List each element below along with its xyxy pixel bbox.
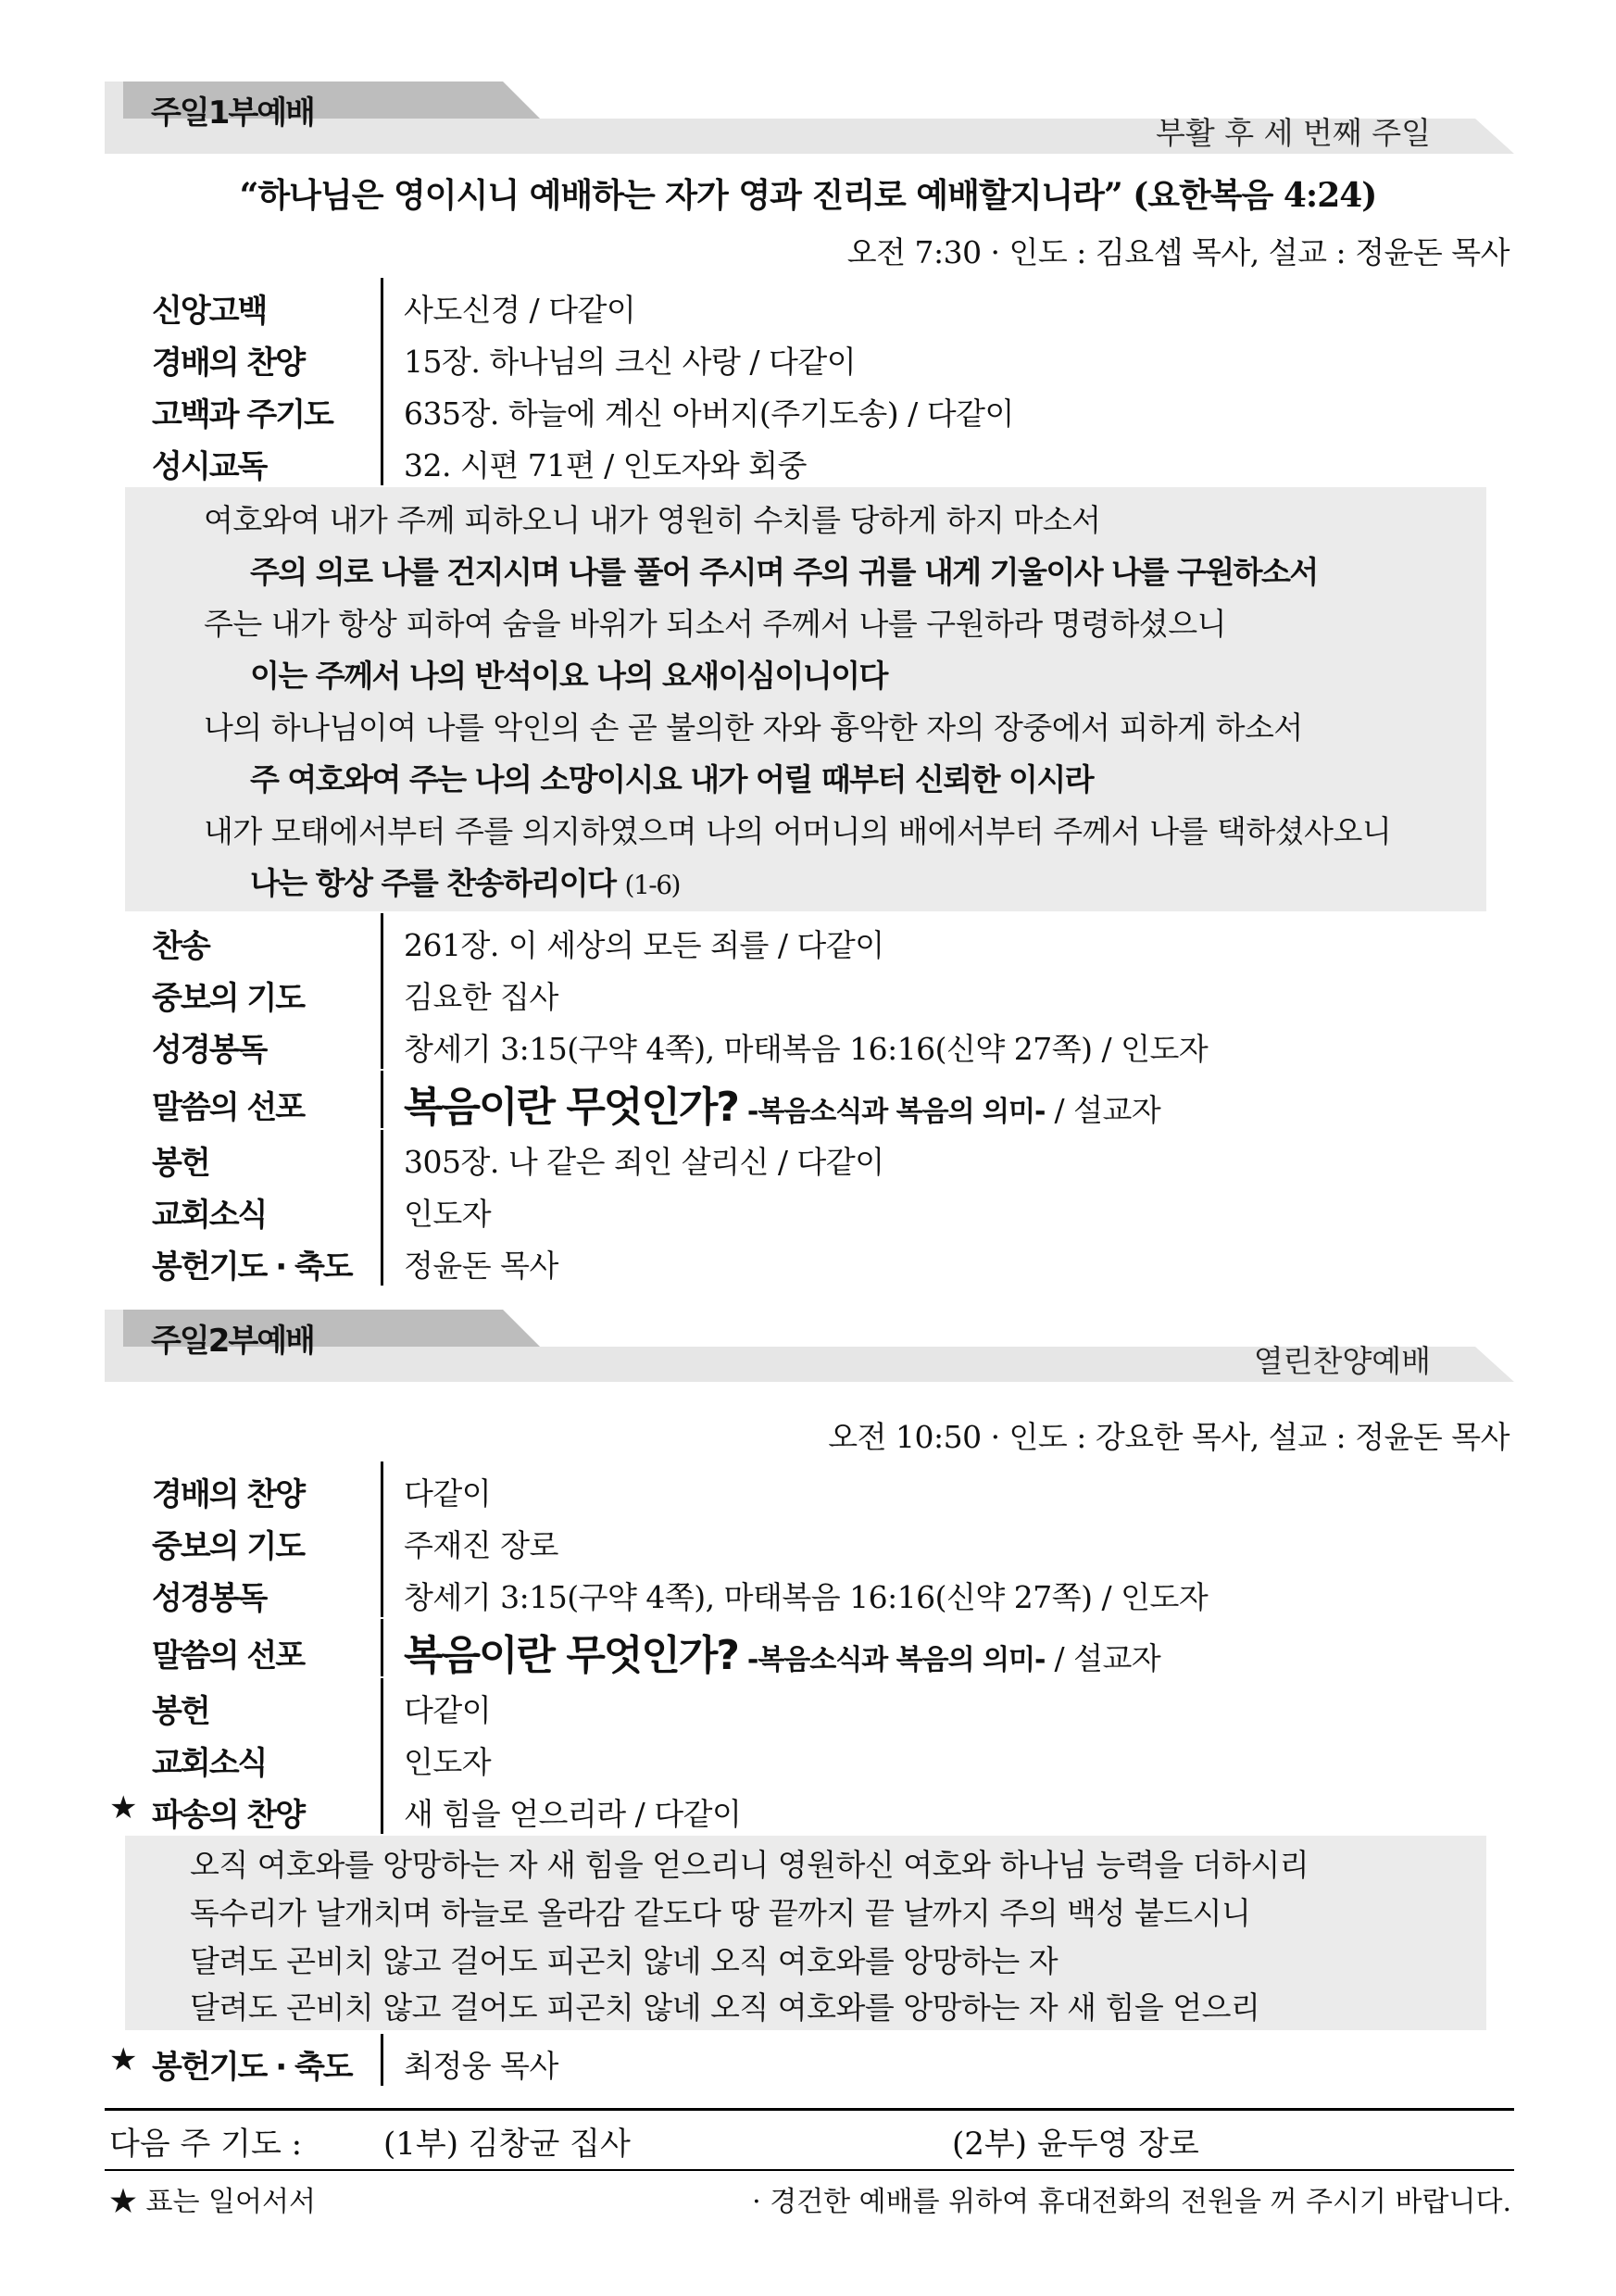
order-value: 최정웅 목사 <box>404 2048 558 2084</box>
divider <box>381 1071 383 1128</box>
order-label: 봉헌기도 · 축도 <box>152 2049 352 2086</box>
divider <box>381 2034 383 2086</box>
divider <box>381 1678 383 1730</box>
order-value: 정윤돈 목사 <box>404 1248 558 1284</box>
reading-line-leader: 주는 내가 항상 피하여 숨을 바위가 되소서 주께서 나를 구원하라 명령하셨으니 <box>204 606 1226 642</box>
standing-star-icon: ★ <box>109 1789 138 1826</box>
order-label: 봉헌 <box>152 1693 209 1730</box>
benediction-row <box>0 2034 1616 2086</box>
sermon-title: 복음이란 무엇인가? <box>404 1084 738 1131</box>
divider <box>381 382 383 433</box>
sermon-value <box>404 1622 1160 1681</box>
divider <box>381 1234 383 1286</box>
divider <box>381 1565 383 1617</box>
order-row <box>0 913 1616 965</box>
sermon-value <box>404 1073 1160 1133</box>
service1-sunday: 부활 후 세 번째 주일 <box>1156 115 1431 151</box>
divider <box>381 1730 383 1782</box>
sending-row <box>0 1782 1616 1834</box>
service2-title: 주일2부예배 <box>151 1323 314 1360</box>
order-row <box>0 1462 1616 1513</box>
order-label: 신앙고백 <box>152 293 267 330</box>
divider <box>381 1182 383 1234</box>
standing-note: ★ 표는 일어서서 <box>109 2186 316 2218</box>
service2-subtitle: 열린찬양예배 <box>1253 1343 1431 1379</box>
order-label: 중보의 기도 <box>152 1528 305 1565</box>
order-label: 말씀의 선포 <box>152 1089 305 1126</box>
order-value: 창세기 3:15(구약 4쪽), 마태복음 16:16(신약 27쪽) / 인도자 <box>404 1031 1209 1067</box>
theme-verse: “하나님은 영이시니 예배하는 자가 영과 진리로 예배할지니라” (요한복음 4:24) <box>239 176 1377 215</box>
order-label: 고백과 주기도 <box>152 396 332 433</box>
order-row <box>0 278 1616 330</box>
lyric-line: 오직 여호와를 앙망하는 자 새 힘을 얻으리니 영원하신 여호와 하나님 능력을 더하시리 <box>190 1847 1309 1883</box>
reading-line-leader: 내가 모태에서부터 주를 의지하였으며 나의 어머니의 배에서부터 주께서 나를 택하셨사오니 <box>204 813 1392 849</box>
order-value: 새 힘을 얻으리라 / 다같이 <box>404 1796 742 1832</box>
order-label: 경배의 찬양 <box>152 1476 305 1513</box>
divider <box>381 1130 383 1182</box>
order-row <box>0 433 1616 485</box>
reading-line-leader: 여호와여 내가 주께 피하오니 내가 영원히 수치를 당하게 하지 마소서 <box>204 502 1101 538</box>
sermon-title: 복음이란 무엇인가? <box>404 1632 738 1679</box>
lyric-line: 달려도 곤비치 않고 걸어도 피곤치 않네 오직 여호와를 앙망하는 자 <box>190 1943 1059 1979</box>
order-row <box>0 1730 1616 1782</box>
reading-line-congregation: 이는 주께서 나의 반석이요 나의 요새이심이니이다 <box>250 658 887 694</box>
divider <box>381 1619 383 1676</box>
next-prayer-second: (2부) 윤두영 장로 <box>952 2126 1199 2163</box>
reading-line-congregation: 주의 의로 나를 건지시며 나를 풀어 주시며 주의 귀를 내게 기울이사 나를 구원하소서 <box>250 554 1318 590</box>
divider <box>381 1017 383 1069</box>
order-value: 사도신경 / 다같이 <box>404 292 636 328</box>
order-label: 교회소식 <box>152 1197 267 1234</box>
sermon-subtitle: -복음소식과 복음의 의미- <box>746 1644 1046 1676</box>
order-label: 봉헌 <box>152 1145 209 1182</box>
order-row <box>0 1130 1616 1182</box>
order-label: 파송의 찬양 <box>152 1797 305 1834</box>
next-prayer-label: 다음 주 기도 : <box>109 2126 303 2163</box>
footer-bottom-rule <box>105 2169 1514 2171</box>
order-value: 32. 시편 71편 / 인도자와 회중 <box>404 447 807 483</box>
order-label: 성시교독 <box>152 448 267 485</box>
divider <box>381 913 383 965</box>
order-label: 성경봉독 <box>152 1580 267 1617</box>
responsive-reading <box>125 487 1486 911</box>
order-value: 인도자 <box>404 1744 492 1780</box>
sermon-preacher: / 설교자 <box>1054 1640 1161 1676</box>
sermon-row <box>0 1619 1616 1679</box>
divider <box>381 278 383 330</box>
reading-line-congregation <box>250 859 680 903</box>
divider <box>381 433 383 485</box>
order-value: 635장. 하늘에 계신 아버지(주기도송) / 다같이 <box>404 395 1014 432</box>
divider <box>381 1513 383 1565</box>
order-value: 15장. 하나님의 크신 사랑 / 다같이 <box>404 344 857 380</box>
reading-line-leader: 나의 하나님이여 나를 악인의 손 곧 불의한 자와 흉악한 자의 장중에서 피하게 하소서 <box>204 709 1303 746</box>
lyric-line: 달려도 곤비치 않고 걸어도 피곤치 않네 오직 여호와를 앙망하는 자 새 힘을 얻으리 <box>190 1989 1260 2026</box>
order-label: 찬송 <box>152 928 209 965</box>
service1-info: 오전 7:30 · 인도 : 김요셉 목사, 설교 : 정윤돈 목사 <box>846 234 1510 270</box>
order-value: 다같이 <box>404 1475 492 1512</box>
lyric-line: 독수리가 날개치며 하늘로 올라감 같도다 땅 끝까지 끝 날까지 주의 백성 붙드시니 <box>190 1895 1251 1931</box>
phone-note: · 경건한 예배를 위하여 휴대전화의 전원을 꺼 주시기 바랍니다. <box>752 2186 1511 2218</box>
divider <box>381 1782 383 1834</box>
reading-reference: (1-6) <box>624 870 680 900</box>
order-value: 창세기 3:15(구약 4쪽), 마태복음 16:16(신약 27쪽) / 인도자 <box>404 1579 1209 1615</box>
order-value: 다같이 <box>404 1692 492 1728</box>
order-row <box>0 1017 1616 1069</box>
divider <box>381 965 383 1017</box>
service2-banner <box>105 1310 1514 1382</box>
order-label: 중보의 기도 <box>152 980 305 1017</box>
service1-title: 주일1부예배 <box>151 94 314 132</box>
song-lyrics <box>125 1836 1486 2030</box>
order-label: 경배의 찬양 <box>152 345 305 382</box>
order-row <box>0 1565 1616 1617</box>
order-value: 주재진 장로 <box>404 1527 558 1563</box>
divider <box>381 330 383 382</box>
sermon-preacher: / 설교자 <box>1054 1092 1161 1128</box>
service2-info: 오전 10:50 · 인도 : 강요한 목사, 설교 : 정윤돈 목사 <box>828 1419 1510 1455</box>
order-row <box>0 330 1616 382</box>
order-value: 인도자 <box>404 1196 492 1232</box>
order-label: 성경봉독 <box>152 1032 267 1069</box>
next-prayer-first: (1부) 김창균 집사 <box>383 2126 631 2163</box>
footer-top-rule <box>105 2108 1514 2111</box>
service1-banner <box>105 82 1514 154</box>
order-row <box>0 1234 1616 1286</box>
order-label: 말씀의 선포 <box>152 1637 305 1675</box>
order-value: 305장. 나 같은 죄인 살리신 / 다같이 <box>404 1144 884 1180</box>
order-label: 봉헌기도 · 축도 <box>152 1248 352 1286</box>
sermon-row <box>0 1071 1616 1131</box>
order-row <box>0 1678 1616 1730</box>
order-row <box>0 1182 1616 1234</box>
order-label: 교회소식 <box>152 1745 267 1782</box>
standing-star-icon: ★ <box>109 2041 138 2078</box>
order-value: 261장. 이 세상의 모든 죄를 / 다같이 <box>404 927 884 963</box>
order-row <box>0 1513 1616 1565</box>
reading-last-text: 나는 항상 주를 찬송하리이다 <box>250 865 616 901</box>
order-value: 김요한 집사 <box>404 979 558 1015</box>
sermon-subtitle: -복음소식과 복음의 의미- <box>746 1096 1046 1128</box>
reading-line-congregation: 주 여호와여 주는 나의 소망이시요 내가 어릴 때부터 신뢰한 이시라 <box>250 761 1094 797</box>
divider <box>381 1462 383 1513</box>
order-row <box>0 382 1616 433</box>
order-row <box>0 965 1616 1017</box>
